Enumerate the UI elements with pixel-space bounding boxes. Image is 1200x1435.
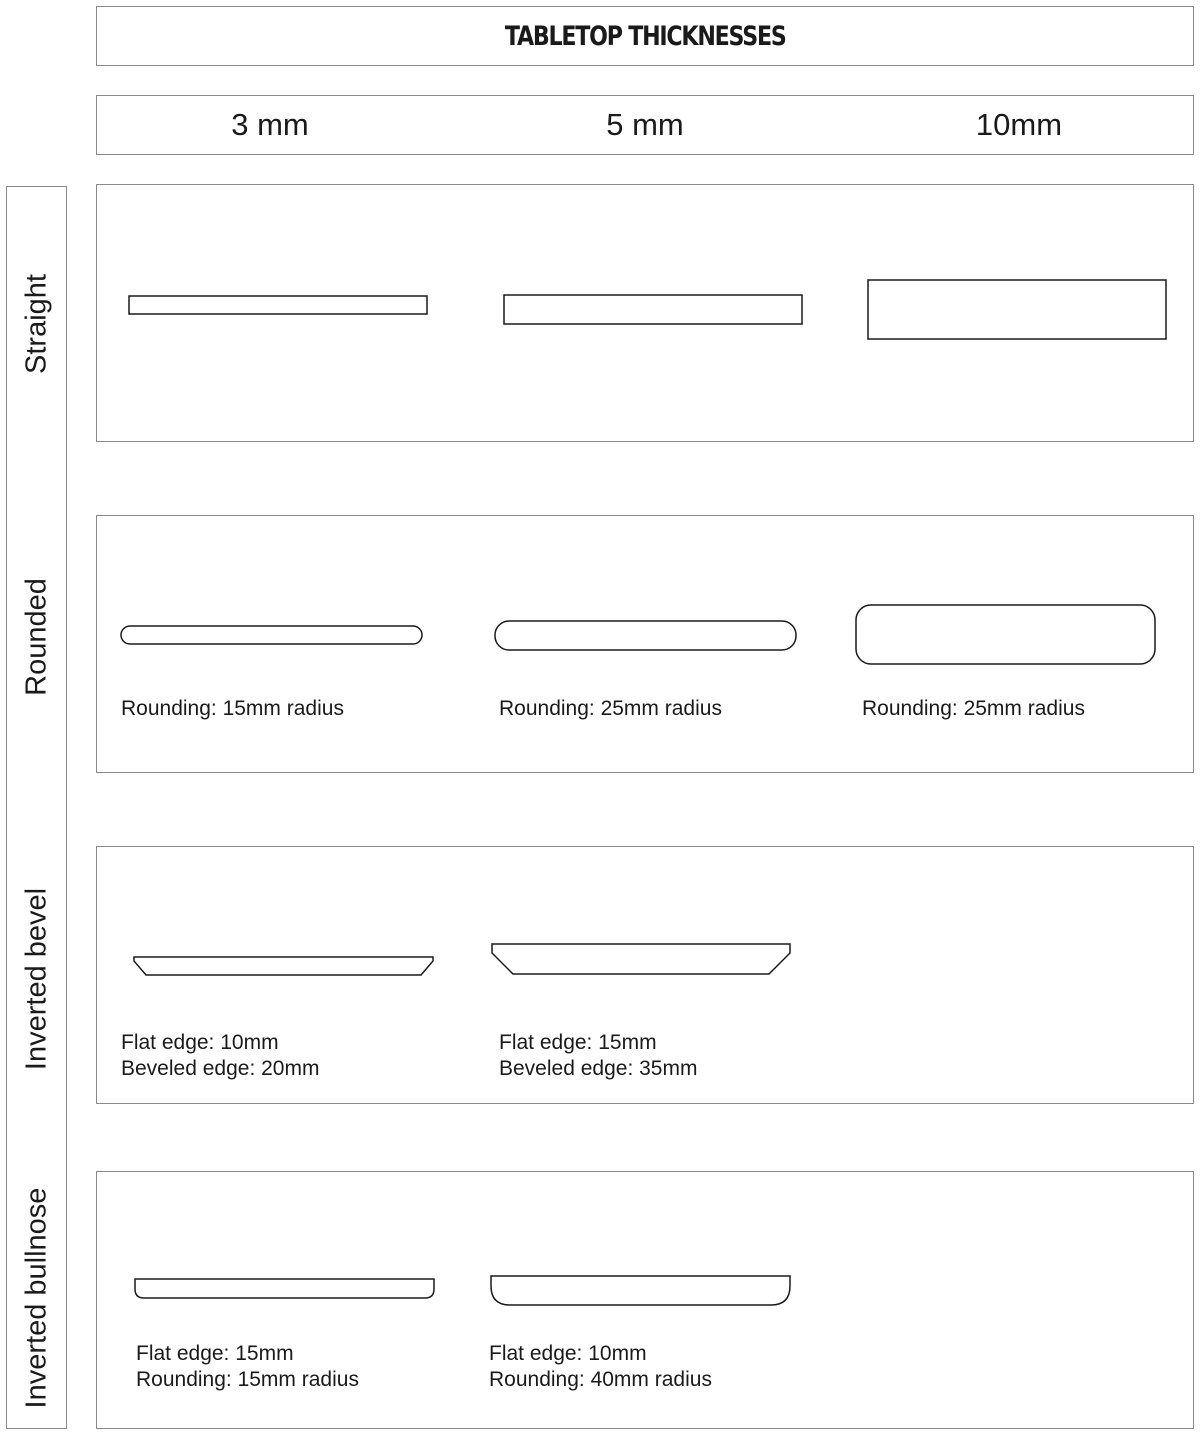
panel-inverted-bevel xyxy=(96,846,1194,1104)
row-label-inverted-bevel: Inverted bevel xyxy=(20,887,53,1071)
profile-bullnose-3mm xyxy=(135,1279,434,1298)
profile-bevel-5mm xyxy=(492,944,790,974)
caption-bullnose-5mm xyxy=(489,1341,712,1393)
caption-line: Flat edge: 10mm xyxy=(489,1342,647,1365)
panel-rounded xyxy=(96,515,1194,773)
profile-rounded-3mm xyxy=(121,626,422,644)
thickness-label-3mm: 3 mm xyxy=(231,107,309,142)
thickness-label-5mm: 5 mm xyxy=(606,107,684,142)
caption-bevel-3mm xyxy=(121,1030,319,1082)
panel-inverted-bullnose xyxy=(96,1171,1194,1429)
caption-rounded-3mm xyxy=(121,696,344,722)
caption-rounded-10mm xyxy=(862,696,1085,722)
caption-line: Beveled edge: 35mm xyxy=(499,1057,698,1080)
row-label-straight: Straight xyxy=(20,274,53,374)
profile-rounded-10mm xyxy=(856,605,1155,664)
caption-bevel-5mm xyxy=(499,1030,697,1082)
profile-straight-3mm xyxy=(129,296,427,314)
caption-line: Rounding: 15mm radius xyxy=(136,1368,359,1391)
page-title: TABLETOP THICKNESSES xyxy=(504,20,786,52)
profile-bullnose-5mm xyxy=(491,1276,790,1305)
title-bar xyxy=(96,6,1194,66)
rounded-profiles xyxy=(97,516,1195,774)
caption-line: Rounding: 40mm radius xyxy=(489,1368,712,1391)
profile-straight-10mm xyxy=(868,280,1166,339)
caption-rounded-5mm xyxy=(499,696,722,722)
caption-line: Rounding: 25mm radius xyxy=(862,697,1085,720)
caption-line: Flat edge: 15mm xyxy=(499,1031,657,1054)
straight-profiles xyxy=(97,185,1195,443)
thickness-label-10mm: 10mm xyxy=(975,107,1063,142)
caption-line: Rounding: 25mm radius xyxy=(499,697,722,720)
row-label-rounded: Rounded xyxy=(20,578,53,696)
panel-straight xyxy=(96,184,1194,442)
profile-straight-5mm xyxy=(504,295,802,324)
profile-rounded-5mm xyxy=(495,621,796,650)
caption-line: Flat edge: 10mm xyxy=(121,1031,279,1054)
profile-bevel-3mm xyxy=(134,957,433,975)
thickness-header xyxy=(96,95,1194,155)
row-label-inverted-bullnose: Inverted bullnose xyxy=(20,1187,53,1409)
caption-bullnose-3mm xyxy=(136,1341,359,1393)
caption-line: Rounding: 15mm radius xyxy=(121,697,344,720)
edge-type-sidebar xyxy=(6,186,67,1429)
caption-line: Beveled edge: 20mm xyxy=(121,1057,320,1080)
caption-line: Flat edge: 15mm xyxy=(136,1342,294,1365)
